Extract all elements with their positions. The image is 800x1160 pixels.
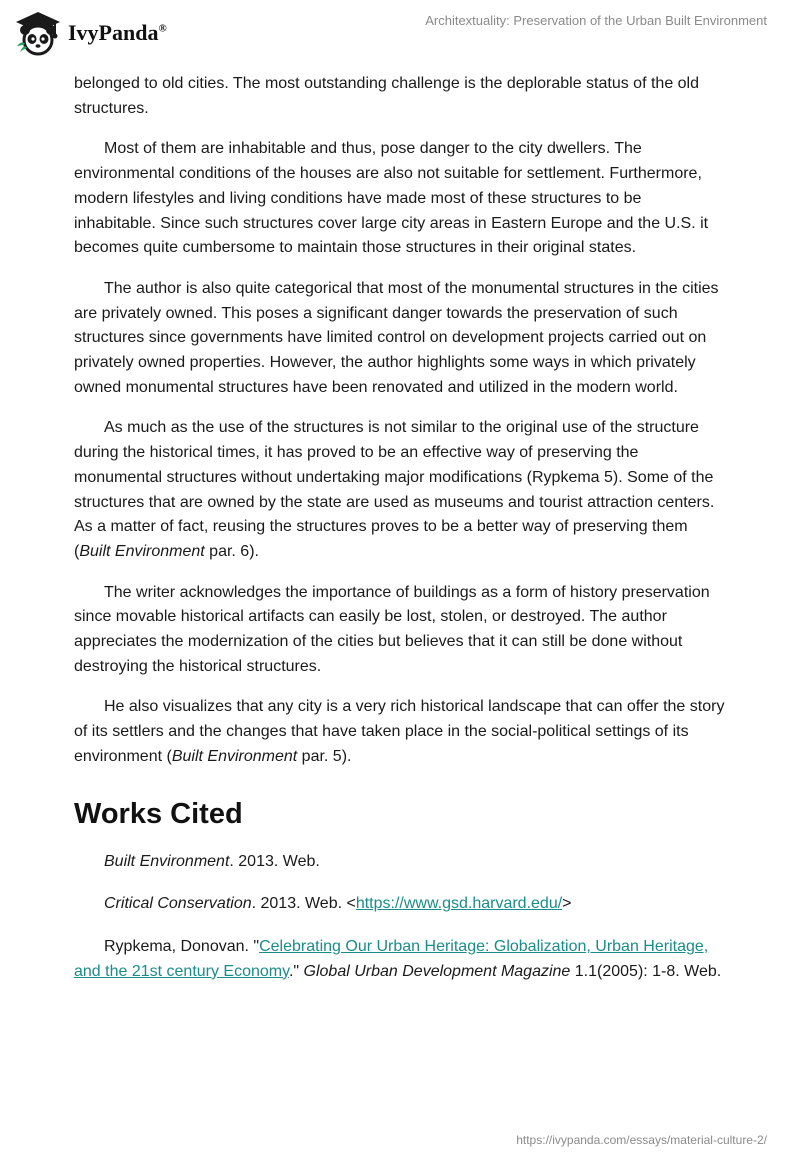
paragraph-2: Most of them are inhabitable and thus, pose danger to the city dwellers. The environmental conditions of the houses are also not suitable for settlement. Furthermore, modern lifestyles and living conditions have made most of these structures to be inhabitable. Since such structures cover large city areas in Eastern Europe and the U.S. it becomes quite cumbersome to maintain those structures in their original states. — [74, 140, 709, 257]
document-title: Architextuality: Preservation of the Urban Built Environment — [425, 13, 767, 28]
paragraph-5: The writer acknowledges the importance of buildings as a form of history preservation since movable historical artifacts can easily be lost, stolen, or destroyed. The author appreciates the modernization of the cities but believes that it can still be done without destroying the historical structures. — [74, 583, 710, 675]
paragraph-4: As much as the use of the structures is not similar to the original use of the structure during the historical times, it has proved to be an effective way of preserving the monumental structures without undertaking major modifications (Rypkema 5). Some of the structures that are owned by the state are used as museums and tourist attraction centers. As a matter of fact, reusing the structures proves to be a better way of preserving them (Built Environment par. 6). — [74, 419, 715, 560]
page-header — [0, 0, 800, 70]
citation-2: Critical Conservation. 2013. Web. <https://www.gsd.harvard.edu/> — [104, 895, 572, 913]
brand-name: IvyPanda® — [68, 20, 167, 45]
citation-1: Built Environment. 2013. Web. — [104, 852, 320, 870]
source-title: Built Environment — [79, 542, 205, 560]
works-cited-heading: Works Cited — [74, 797, 243, 830]
paragraph-6: He also visualizes that any city is a very rich historical landscape that can offer the story of its settlers and the changes that have taken place in the social-political settings of its environment (Built Environment par. 5). — [74, 698, 725, 765]
footer-url[interactable]: https://ivypanda.com/essays/material-culture-2/ — [516, 1133, 767, 1147]
paragraph-1: belonged to old cities. The most outstanding challenge is the deplorable status of the old structures. — [74, 75, 700, 117]
source-title: Built Environment — [171, 747, 298, 765]
ivypanda-logo[interactable] — [14, 10, 167, 56]
citation-3: Rypkema, Donovan. "Celebrating Our Urban Heritage: Globalization, Urban Heritage, and the 21st century Economy." Global Urban Development Magazine 1.1(2005): 1-8. Web. — [74, 937, 722, 980]
article-link[interactable]: Celebrating Our Urban Heritage: Globalization, Urban Heritage, and the 21st century Economy — [74, 937, 709, 980]
essay-content — [74, 72, 726, 1002]
harvard-link[interactable]: https://www.gsd.harvard.edu/ — [355, 895, 563, 913]
panda-graduate-icon — [14, 10, 62, 56]
paragraph-3: The author is also quite categorical that most of the monumental structures in the cities are privately owned. This poses a significant danger towards the preservation of such structures since governments have limited control on development projects carried out on privately owned properties. However, the author highlights some ways in which privately owned monumental structures have been renovated and utilized in the modern world. — [74, 279, 719, 396]
